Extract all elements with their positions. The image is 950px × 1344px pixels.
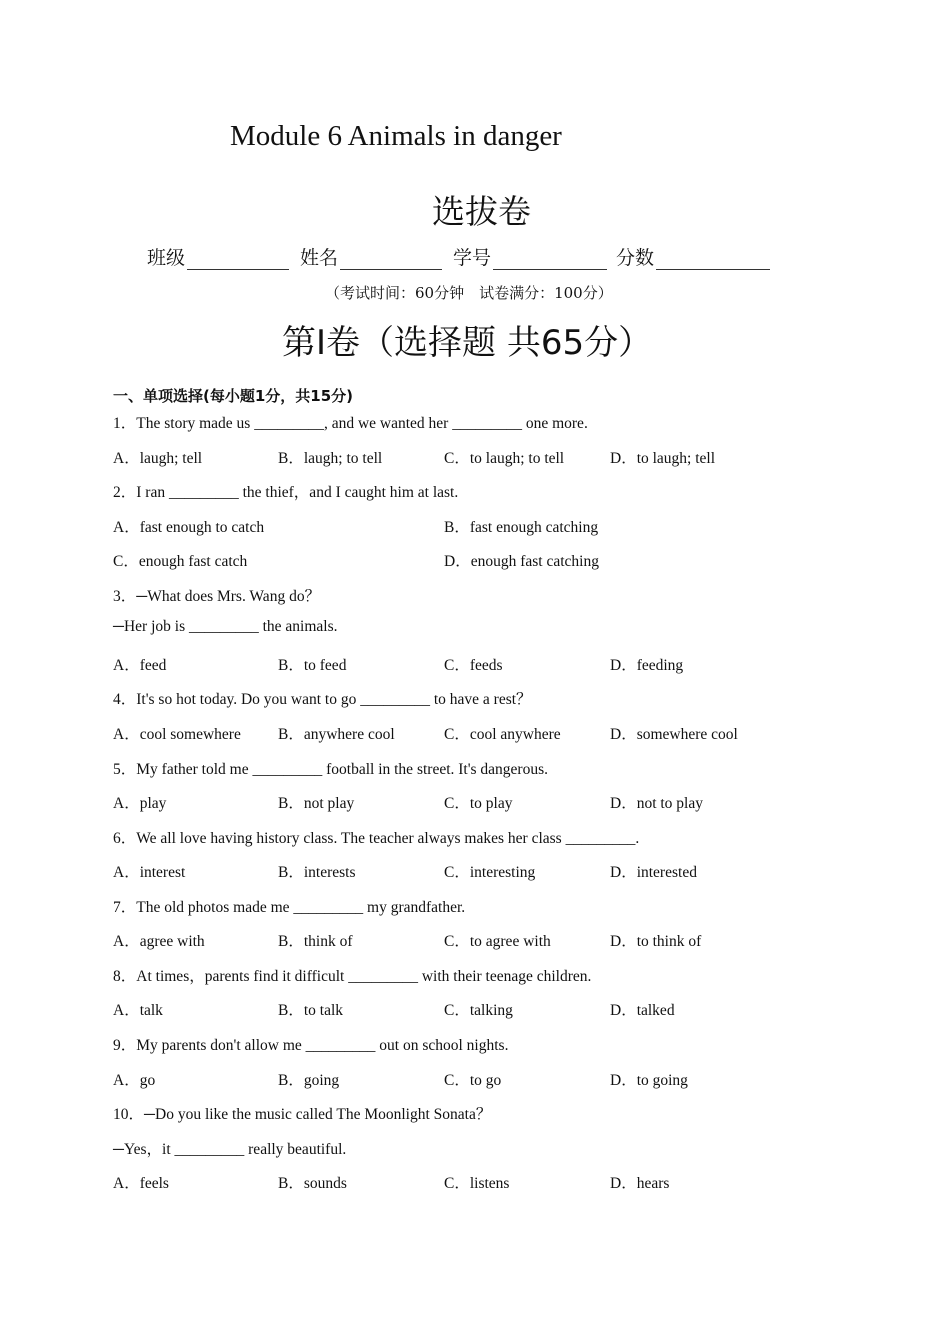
question-stem: 9．My parents don't allow me _________ out on school nights. <box>113 1037 509 1054</box>
option: A．interest <box>113 864 186 881</box>
option: C．to laugh; to tell <box>444 450 565 467</box>
paper-title: Module 6 Animals in danger <box>230 120 562 152</box>
option: C．to go <box>444 1072 502 1089</box>
field-class: 班级 <box>147 243 289 270</box>
option: D．somewhere cool <box>610 726 738 743</box>
option: A．fast enough to catch <box>113 519 265 536</box>
question-stem: 4．It's so hot today. Do you want to go _________ to have a rest？ <box>113 691 532 708</box>
option: C．to agree with <box>444 933 551 950</box>
option: C．to play <box>444 795 513 812</box>
part-title: 第I卷（选择题 共65分） <box>282 323 653 363</box>
field-score: 分数 <box>616 243 770 270</box>
field-student-id: 学号 <box>453 243 607 270</box>
option: C．interesting <box>444 864 536 881</box>
option: C．enough fast catch <box>113 553 248 570</box>
option: B．anywhere cool <box>278 726 395 743</box>
question-stem: 8．At times，parents find it difficult _________ with their teenage children. <box>113 968 592 985</box>
exam-time-note: （考试时间：60分钟 试卷满分：100分） <box>325 284 613 302</box>
option: B．interests <box>278 864 356 881</box>
option: B．fast enough catching <box>444 519 599 536</box>
question-stem: 2．I ran _________ the thief，and I caught him at last. <box>113 484 459 501</box>
option: A．talk <box>113 1002 163 1019</box>
option: A．laugh; tell <box>113 450 203 467</box>
option: A．cool somewhere <box>113 726 241 743</box>
option: C．feeds <box>444 657 503 674</box>
option: C．cool anywhere <box>444 726 561 743</box>
option: B．to feed <box>278 657 347 674</box>
question-stem: 3．─What does Mrs. Wang do？ <box>113 588 321 605</box>
option: D．not to play <box>610 795 703 812</box>
option: A．agree with <box>113 933 205 950</box>
field-name: 姓名 <box>300 243 442 270</box>
option: D．hears <box>610 1175 670 1192</box>
option: D．feeding <box>610 657 684 674</box>
option: C．listens <box>444 1175 510 1192</box>
option: D．to laugh; tell <box>610 450 716 467</box>
paper-subtitle: 选拔卷 <box>432 192 531 231</box>
option: B．to talk <box>278 1002 344 1019</box>
option: A．feels <box>113 1175 169 1192</box>
option: A．play <box>113 795 167 812</box>
option: D．enough fast catching <box>444 553 599 570</box>
option: B．laugh; to tell <box>278 450 383 467</box>
question-stem-line2: ─Her job is _________ the animals. <box>113 618 338 635</box>
option: B．sounds <box>278 1175 347 1192</box>
question-stem: 7．The old photos made me _________ my grandfather. <box>113 899 466 916</box>
option: B．going <box>278 1072 340 1089</box>
option: D．interested <box>610 864 697 881</box>
option: B．not play <box>278 795 355 812</box>
question-stem: 10．─Do you like the music called The Moonlight Sonata？ <box>113 1106 492 1123</box>
question-stem: 6．We all love having history class. The teacher always makes her class _________. <box>113 830 640 847</box>
question-stem: 1．The story made us _________, and we wanted her _________ one more. <box>113 415 588 432</box>
option: A．go <box>113 1072 156 1089</box>
question-stem: 5．My father told me _________ football in the street. It's dangerous. <box>113 761 548 778</box>
option: D．to going <box>610 1072 688 1089</box>
option: B．think of <box>278 933 353 950</box>
option: C．talking <box>444 1002 513 1019</box>
section-title: 一、单项选择(每小题1分，共15分) <box>113 387 354 405</box>
option: A．feed <box>113 657 167 674</box>
option: D．talked <box>610 1002 675 1019</box>
question-stem-line2: ─Yes，it _________ really beautiful. <box>113 1141 347 1158</box>
option: D．to think of <box>610 933 702 950</box>
